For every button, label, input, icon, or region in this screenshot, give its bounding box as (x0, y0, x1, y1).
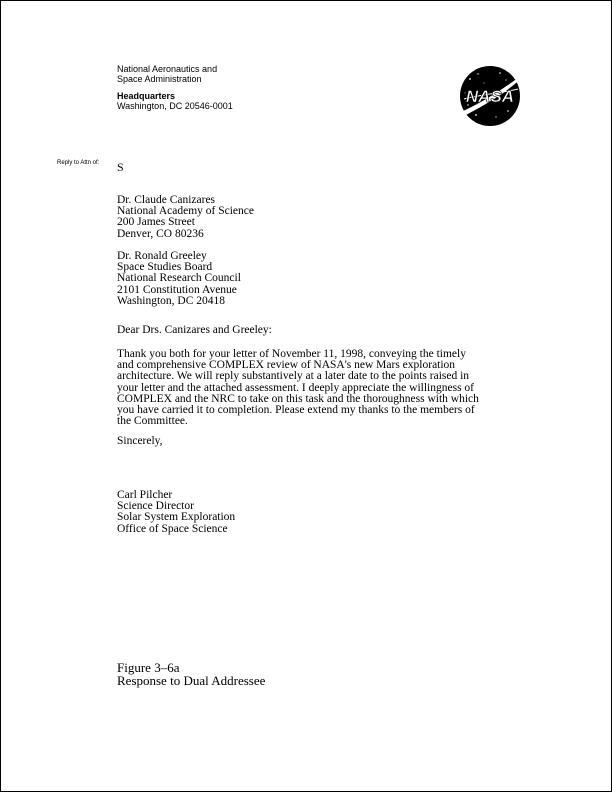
signature-block (117, 490, 235, 535)
address-line: Dr. Ronald Greeley (117, 250, 207, 262)
address-line: National Academy of Science (117, 205, 254, 218)
figure-number: Figure 3–6a (117, 660, 180, 675)
address-line: Denver, CO 80236 (117, 227, 204, 240)
body-line: and comprehensive COMPLEX review of NASA's new Mars exploration (117, 359, 456, 372)
address-line: Washington, DC 20418 (117, 294, 226, 307)
signer-office: Office of Space Science (117, 522, 228, 535)
agency-name-line2: Space Administration (117, 74, 202, 84)
figure-title: Response to Dual Addressee (117, 673, 266, 688)
salutation: Dear Drs. Canizares and Greeley: (117, 324, 272, 336)
figure-caption (117, 661, 265, 687)
agency-name-line1: National Aeronautics and (117, 64, 218, 74)
address-line: 2101 Constitution Avenue (117, 283, 237, 296)
office-name: Headquarters (117, 91, 176, 101)
signer-title: Science Director (117, 500, 194, 513)
address-line: Space Studies Board (117, 261, 213, 274)
signer-name: Carl Pilcher (117, 489, 173, 501)
nasa-logo-icon (456, 65, 536, 127)
reply-label: Reply to Attn of: (57, 160, 100, 166)
body-line: Thank you both for your letter of November 11, 1998, conveying the timely (117, 348, 466, 360)
letterhead (117, 64, 233, 111)
recipient-address-2 (117, 251, 241, 307)
body-line: you have carried it to completion. Please extend my thanks to the members of (117, 404, 475, 417)
body-paragraph (117, 349, 477, 427)
signer-division: Solar System Exploration (117, 511, 236, 524)
logo-wordmark: NASA (465, 87, 515, 106)
address-line: Dr. Claude Canizares (117, 194, 216, 206)
body-line: your letter and the attached assessment. I deeply appreciate the willingness of (117, 381, 475, 394)
address-line: National Research Council (117, 272, 241, 285)
body-line: architecture. We will reply substantively at a later date to the points raised in (117, 370, 470, 383)
body-line: COMPLEX and the NRC to take on this task and the thoroughness with which (117, 392, 479, 405)
office-address: Washington, DC 20546-0001 (117, 101, 233, 111)
recipient-address-1 (117, 195, 254, 240)
address-line: 200 James Street (117, 216, 195, 229)
reply-code: S (117, 160, 124, 174)
closing: Sincerely, (117, 435, 163, 447)
body-line: the Committee. (117, 415, 188, 428)
